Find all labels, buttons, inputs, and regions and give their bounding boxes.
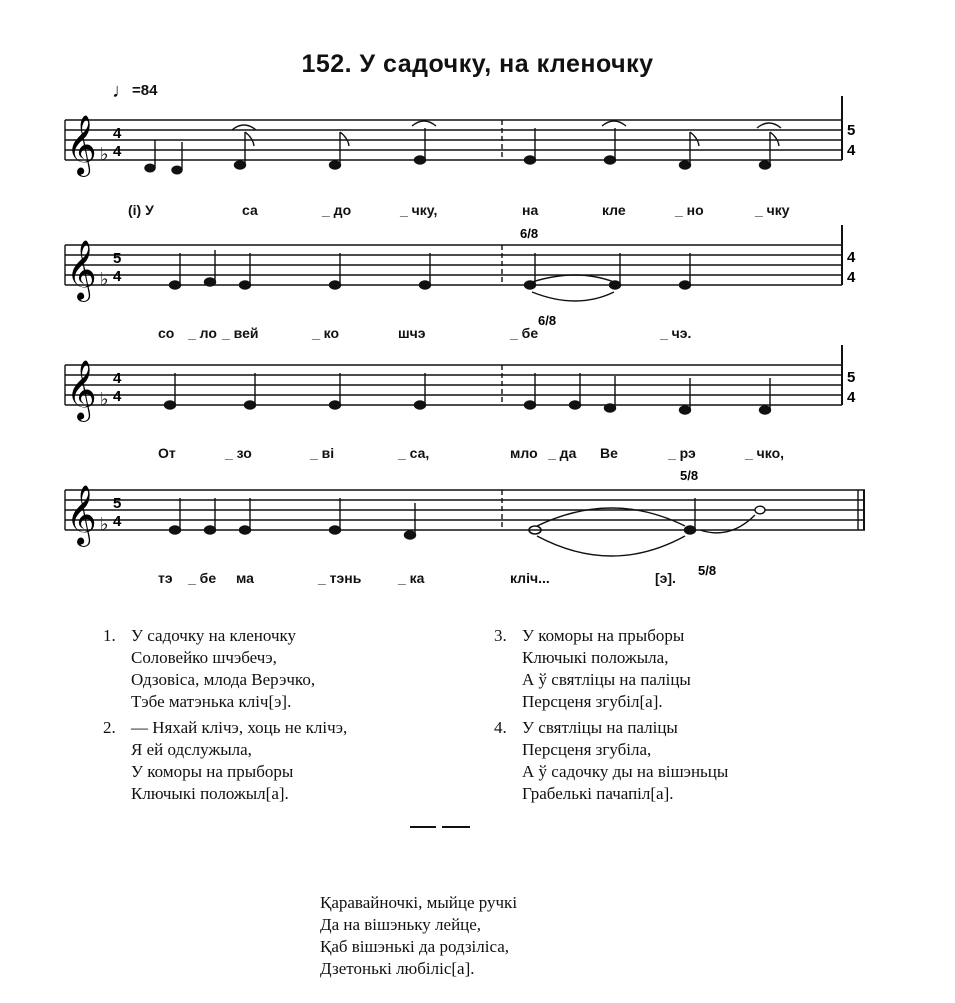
lyric-syllable: _ зо bbox=[225, 445, 252, 461]
flat-icon: ♭ bbox=[100, 269, 109, 290]
stanza-line: Да на вішэньку лейце, bbox=[320, 915, 482, 934]
time-sig-den: 4 bbox=[113, 513, 122, 530]
verse-2 bbox=[103, 717, 347, 805]
lyric-syllable: [э]. bbox=[655, 570, 676, 586]
lyric-syllable: _ ко bbox=[312, 325, 340, 341]
lyrics-line-1 bbox=[0, 202, 955, 224]
verse-line: — Няхай клічэ, хоць не клічэ, bbox=[131, 718, 348, 737]
lyric-syllable: со bbox=[158, 325, 175, 341]
treble-clef-icon: 𝄞 bbox=[66, 360, 97, 420]
song-title: 152. У садочку, на кленочку bbox=[301, 50, 654, 78]
lyric-syllable: _ ві bbox=[310, 445, 335, 461]
verse-line: Соловейко шчэбечэ, bbox=[131, 648, 277, 667]
lyric-syllable: ма bbox=[236, 570, 254, 586]
lyric-syllable: кле bbox=[602, 202, 626, 218]
lyrics-line-2 bbox=[0, 325, 955, 347]
lyric-syllable: От bbox=[158, 445, 176, 461]
lyric-syllable: мло bbox=[510, 445, 538, 461]
eighth-note-icon bbox=[755, 506, 765, 514]
lyric-syllable: на bbox=[522, 202, 539, 218]
verse-number: 1. bbox=[103, 626, 116, 645]
time-sig-num: 5 bbox=[113, 250, 122, 267]
stanza-line: Дзетонькі любіліс[а]. bbox=[320, 959, 475, 978]
meter-mark: 5/8 bbox=[680, 468, 699, 483]
treble-clef-icon: 𝄞 bbox=[66, 485, 97, 545]
verses-right bbox=[494, 625, 728, 809]
verse-line: Тэбе матэнька кліч[э]. bbox=[131, 692, 292, 711]
tempo-value: =84 bbox=[132, 82, 158, 99]
verses-left bbox=[103, 625, 347, 809]
final-stanza bbox=[320, 892, 517, 980]
flat-icon: ♭ bbox=[100, 514, 109, 535]
verse-number: 4. bbox=[494, 718, 507, 737]
time-sig-num: 4 bbox=[847, 249, 856, 266]
lyric-syllable: (і) У bbox=[128, 202, 154, 218]
meter-mark: 6/8 bbox=[520, 226, 539, 241]
time-sig-den: 4 bbox=[847, 389, 856, 406]
staff-system-3 bbox=[0, 345, 955, 455]
lyric-syllable: _ чку bbox=[755, 202, 790, 218]
verse-line: А ў святліцы на паліцы bbox=[522, 670, 691, 689]
verse-line: У коморы на прыборы bbox=[522, 626, 685, 645]
verse-1 bbox=[103, 625, 347, 713]
verse-line: Одзовіса, млода Верэчко, bbox=[131, 670, 316, 689]
time-sig-den: 4 bbox=[847, 269, 856, 286]
lyric-syllable: тэ bbox=[158, 570, 173, 586]
lyric-syllable: _ ло bbox=[188, 325, 217, 341]
flat-icon: ♭ bbox=[100, 144, 109, 165]
lyric-syllable: _ но bbox=[675, 202, 704, 218]
time-sig-num: 4 bbox=[113, 370, 122, 387]
treble-clef-icon: 𝄞 bbox=[66, 240, 97, 300]
time-sig-num: 4 bbox=[113, 125, 122, 142]
treble-clef-icon: 𝄞 bbox=[66, 115, 97, 175]
verse-number: 2. bbox=[103, 718, 116, 737]
lyric-syllable: _ бе bbox=[188, 570, 217, 586]
meter-mark: 5/8 bbox=[698, 563, 717, 578]
verse-line: Персценя згубіл[а]. bbox=[522, 692, 663, 711]
verse-line: Я ей одслужыла, bbox=[131, 740, 252, 759]
lyric-syllable: Ве bbox=[600, 445, 618, 461]
time-sig-num: 5 bbox=[113, 495, 122, 512]
lyric-syllable: _ тэнь bbox=[318, 570, 362, 586]
lyric-syllable: _ рэ bbox=[668, 445, 696, 461]
verse-line: Ключыкі положыла, bbox=[522, 648, 669, 667]
meter-mark: 6/8 bbox=[538, 313, 557, 328]
lyric-syllable: кліч... bbox=[510, 570, 550, 586]
verse-4 bbox=[494, 717, 728, 805]
verse-line: А ў садочку ды на вішэньцы bbox=[522, 762, 729, 781]
verse-line: Грабелькі пачапіл[а]. bbox=[522, 784, 674, 803]
time-sig-num: 5 bbox=[847, 369, 856, 386]
lyric-syllable: са bbox=[242, 202, 258, 218]
time-sig-den: 4 bbox=[113, 143, 122, 160]
stanza-line: Қаравайночкі, мыйце ручкі bbox=[320, 893, 518, 912]
lyric-syllable: _ чко, bbox=[745, 445, 785, 461]
staff-system-2 bbox=[0, 225, 955, 335]
lyric-syllable: _ до bbox=[322, 202, 352, 218]
section-separator bbox=[410, 826, 470, 830]
flat-icon: ♭ bbox=[100, 389, 109, 410]
stanza-line: Қаб вішэнькі да родзіліса, bbox=[320, 937, 510, 956]
verse-line: Ключыкі положыл[а]. bbox=[131, 784, 289, 803]
lyric-syllable: шчэ bbox=[398, 325, 426, 341]
verse-3 bbox=[494, 625, 728, 713]
verse-number: 3. bbox=[494, 626, 507, 645]
lyric-syllable: _ да bbox=[548, 445, 577, 461]
time-sig-den: 4 bbox=[113, 268, 122, 285]
time-sig-den: 4 bbox=[847, 142, 856, 159]
staff-system-4 bbox=[0, 462, 955, 582]
quarter-note-icon: ♩ bbox=[112, 80, 132, 102]
verse-line: У коморы на прыборы bbox=[131, 762, 294, 781]
lyric-syllable: _ са, bbox=[398, 445, 430, 461]
lyric-syllable: _ чэ. bbox=[660, 325, 692, 341]
lyric-syllable: _ чку, bbox=[400, 202, 438, 218]
time-sig-num: 5 bbox=[847, 122, 856, 139]
verse-line: У святліцы на паліцы bbox=[522, 718, 678, 737]
verse-line: У садочку на кленочку bbox=[131, 626, 297, 645]
lyric-syllable: _ вей bbox=[222, 325, 259, 341]
lyrics-line-4 bbox=[0, 570, 955, 592]
lyric-syllable: _ бе bbox=[510, 325, 539, 341]
staff-system-1 bbox=[0, 100, 955, 210]
lyric-syllable: _ ка bbox=[398, 570, 425, 586]
time-sig-den: 4 bbox=[113, 388, 122, 405]
verse-line: Персценя згубіла, bbox=[522, 740, 652, 759]
